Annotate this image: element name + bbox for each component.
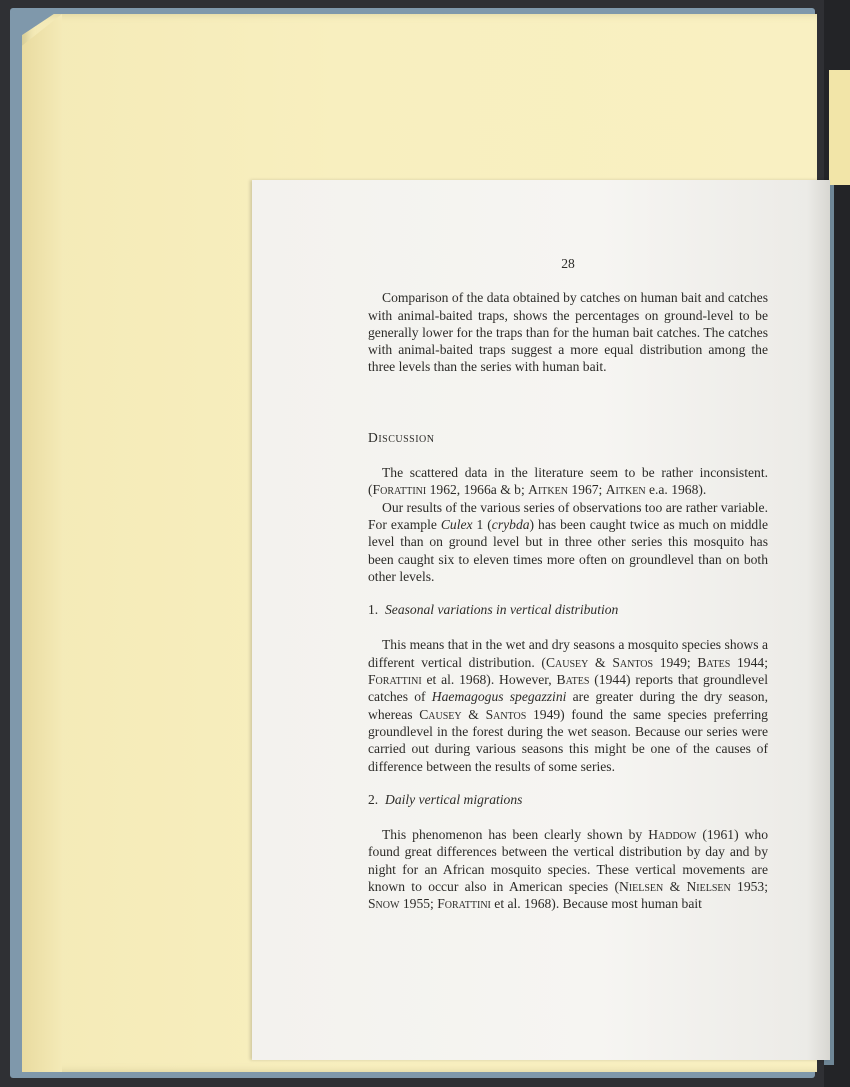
page-number: 28 (561, 256, 575, 271)
page-text (368, 255, 768, 913)
endpaper-edge (22, 14, 62, 1072)
paragraph-daily: This phenomenon has been clearly shown by Haddow (1961) who found great differences between the vertical distribution by day and by night for an African mosquito species. These vertical movements are known to occur also in American species (Nielsen & Nielsen 1953; Snow 1955; Forattini et al. 1968). Because most human bait (368, 827, 768, 912)
paragraph-results: Our results of the various series of observations too are rather variable. For example Culex 1 (crybda) has been caught twice as much on middle level than on ground level but in three other series this mosquito has been caught six to eleven times more often on groundlevel than on both other levels. (368, 499, 769, 584)
subheading-seasonal: 1. Seasonal variations in vertical distribution (368, 602, 619, 618)
adjacent-endpaper (829, 70, 850, 185)
section-heading-discussion: Discussion (368, 429, 435, 445)
paragraph-seasons: This means that in the wet and dry seasons a mosquito species shows a different vertical distribution. (Causey & Santos 1949; Bates 1944; Forattini et al. 1968). However, Bates (1944) reports that groundlevel catches of Haemagogus spegazzini are greater during the dry season, whereas Causey & Santos 1949) found the same species preferring groundlevel in the forest during the wet season. Because our series were carried out during various seasons this might be one of the causes of difference between the results of some series. (368, 637, 768, 774)
subheading-daily: 2. Daily vertical migrations (368, 791, 523, 807)
paragraph-comparison: Comparison of the data obtained by catches on human bait and catches with animal-baited traps, shows the percentages on ground-level to be generally lower for the traps than for the human bait catches. The catches with animal-baited traps suggest a more equal distribution among the three levels than the series with human bait. (368, 290, 768, 375)
paragraph-literature: The scattered data in the literature seem to be rather inconsistent. (Forattini 1962, 1966a & b; Aitken 1967; Aitken e.a. 1968). (368, 465, 768, 498)
